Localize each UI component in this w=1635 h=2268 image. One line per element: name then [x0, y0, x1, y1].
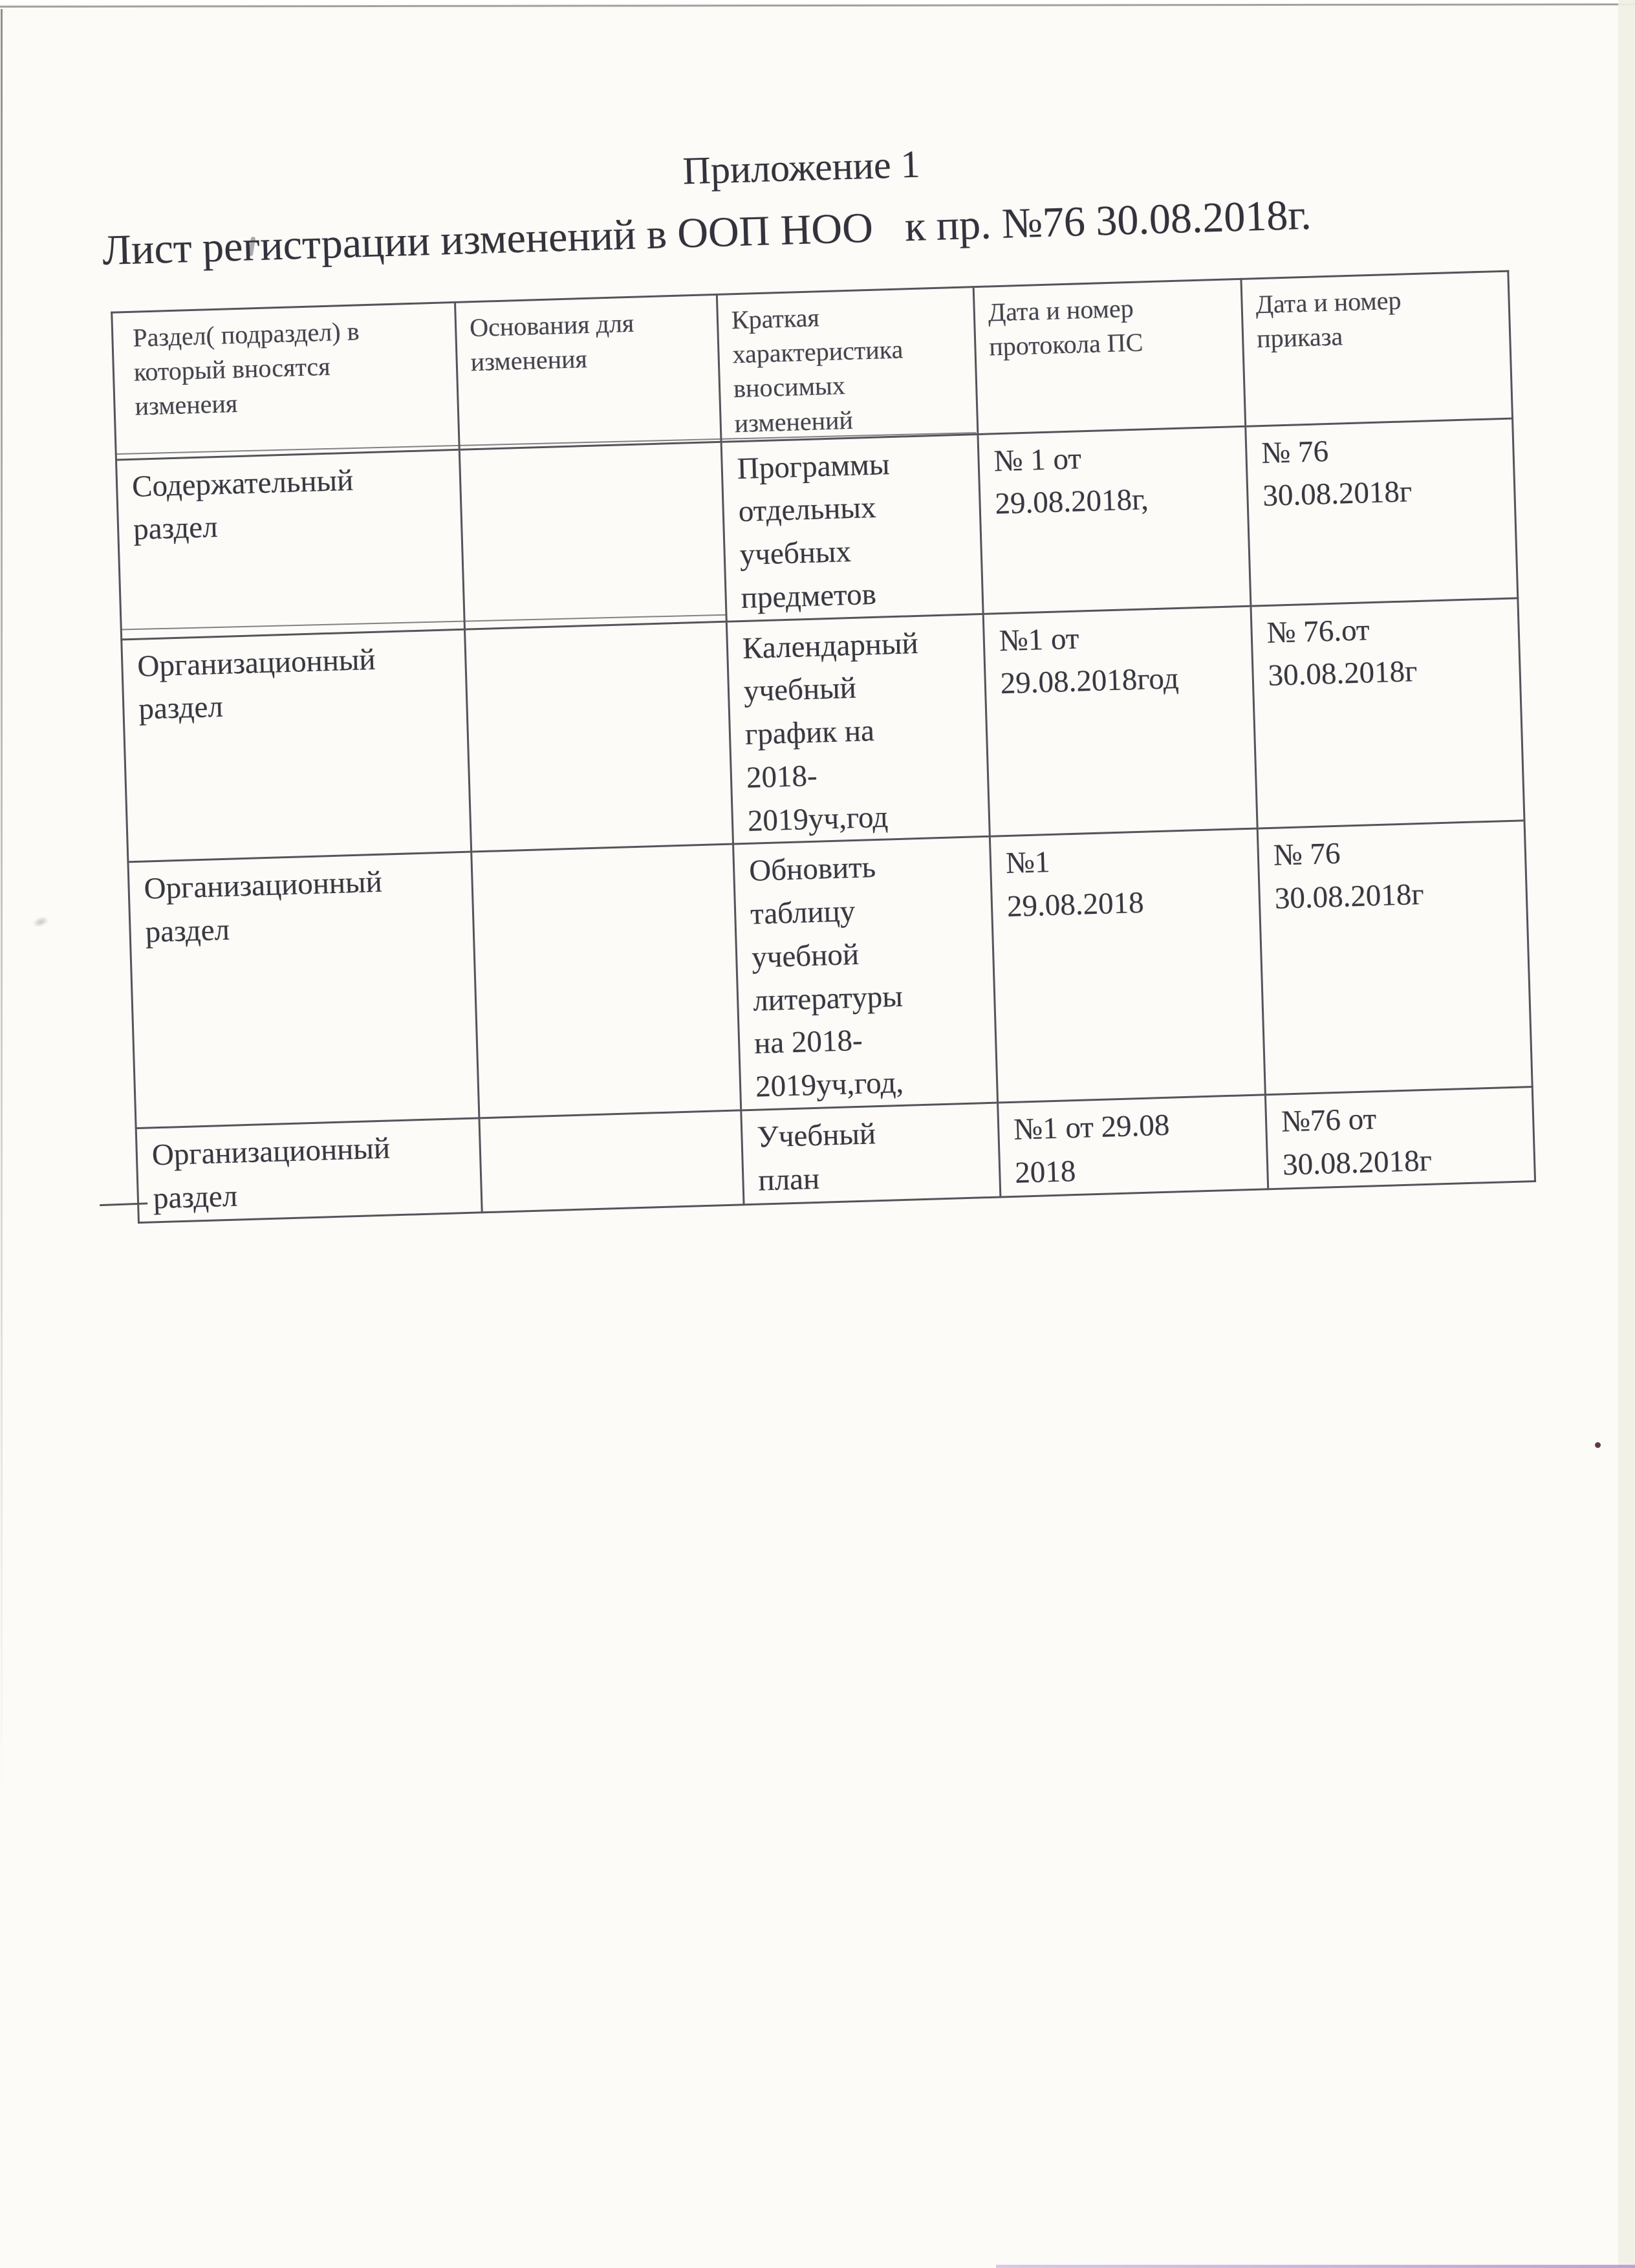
cell-description: Программы отдельных учебных предметов: [721, 434, 983, 621]
page-title: Лист регистрации изменений в ООП НОО к пр. №76 30.08.2018г.: [102, 191, 1312, 275]
cell-order: № 76 30.08.2018г: [1257, 821, 1532, 1094]
column-header-order: Дата и номер приказа: [1241, 271, 1513, 426]
appendix-label: Приложение 1: [682, 142, 921, 193]
cell-grounds: [464, 621, 733, 852]
column-header-grounds: Основания для изменения: [455, 294, 721, 449]
cell-description: Обновить таблицу учебной литературы на 2018- 2019уч,год,: [733, 837, 998, 1110]
column-header-section: Раздел( подраздел) в который вносятся изменеия: [112, 302, 460, 459]
cell-section: Организационный раздел: [122, 629, 471, 862]
cell-section: Содержательный раздел: [116, 449, 464, 640]
cell-protocol: №1 от 29.08.2018год: [983, 606, 1257, 837]
table-row: [122, 598, 1524, 863]
cell-protocol: №1 от 29.08 2018: [998, 1095, 1268, 1197]
column-header-protocol: Дата и номер протокола ПС: [973, 279, 1246, 434]
cell-description: Учебный план: [741, 1103, 1001, 1205]
cell-order: № 76.от 30.08.2018г: [1251, 598, 1524, 829]
cell-description: Календарный учебный график на 2018- 2019уч,год: [726, 614, 990, 844]
cell-section: Организационный раздел: [128, 852, 479, 1128]
cell-protocol: № 1 от 29.08.2018г,: [978, 426, 1251, 614]
cell-order: №76 от 30.08.2018г: [1265, 1086, 1535, 1189]
cell-grounds: [471, 844, 741, 1118]
cell-section: Организационный раздел: [136, 1118, 482, 1223]
cell-protocol: №1 29.08.2018: [990, 828, 1265, 1103]
table-row: [128, 821, 1532, 1128]
cell-grounds: [479, 1110, 744, 1213]
cell-grounds: [459, 442, 726, 629]
scan-bottom-accent-line: [996, 2265, 1635, 2268]
cell-order: № 76 30.08.2018г: [1246, 418, 1518, 606]
changes-registration-table: [111, 270, 1534, 1224]
column-header-description: Краткая характеристика вносимых изменений: [717, 287, 978, 442]
